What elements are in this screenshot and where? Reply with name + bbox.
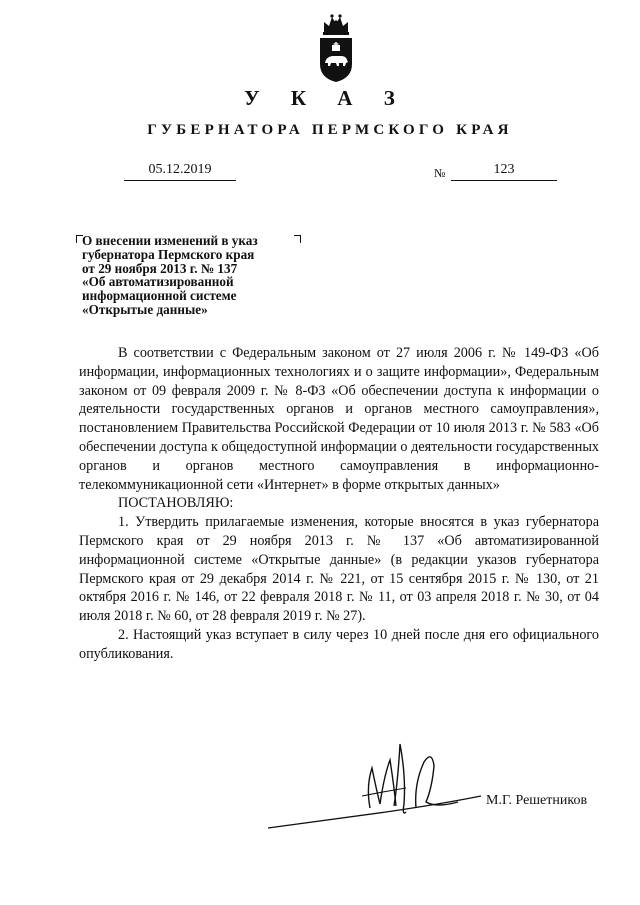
decree-body [79,344,599,664]
handwritten-signature-icon [266,736,486,836]
subject-line: информационной системе [82,288,237,304]
decree-number: 123 [451,162,557,181]
decree-date: 05.12.2019 [124,162,236,181]
preamble-paragraph: В соответствии с Федеральным законом от 27 июля 2006 г. № 149-ФЗ «Об информации, информационных технологиях и о защите информации», Федеральным законом от 09 февраля 2009 г. № 8-ФЗ «Об обеспечении доступа к информации о деятельности государственных органов и органов местного самоуправления», постановлением Правительства Российской Федерации от 10 июля 2013 г. № 583 «Об обеспечении доступа к общедоступной информации о деятельности государственных органов и органов местного самоуправления в информационно-телекоммуникационной сети «Интернет» в форме открытых данных» [79,345,599,493]
item-1-paragraph: 1. Утвердить прилагаемые изменения, которые вносятся в указ губернатора Пермского края от 29 ноября 2013 г. № 137 «Об автоматизированной информационной системе «Открытые данные» (в редакции указов губернатора Пермского края от 29 декабря 2014 г. № 221, от 15 сентября 2015 г. № 130, от 21 октября 2016 г. № 146, от 22 февраля 2018 г. № 11, от 03 апреля 2018 г. № 30, от 04 июля 2018 г. № 60, от 28 февраля 2019 г. № 27). [79,514,599,625]
decree-word: ПОСТАНОВЛЯЮ: [118,495,234,512]
document-type-title: У К А З [244,86,408,110]
subject-line: от 29 ноября 2013 г. № 137 [82,260,238,276]
perm-krai-coat-of-arms-icon [316,12,356,84]
subject-line: губернатора Пермского края [82,246,255,262]
subject-line: «Открытые данные» [82,301,208,317]
subject-line: «Об автоматизированной [82,274,234,290]
subject-line: О внесении изменений в указ [82,233,258,248]
item-2-paragraph: 2. Настоящий указ вступает в силу через 10 дней после дня его официального опубликования. [79,626,599,662]
issuer-title: ГУБЕРНАТОРА ПЕРМСКОГО КРАЯ [147,122,513,138]
number-sign: № [434,166,446,180]
decree-subject [82,234,297,317]
signer-name: М.Г. Решетников [486,793,588,808]
